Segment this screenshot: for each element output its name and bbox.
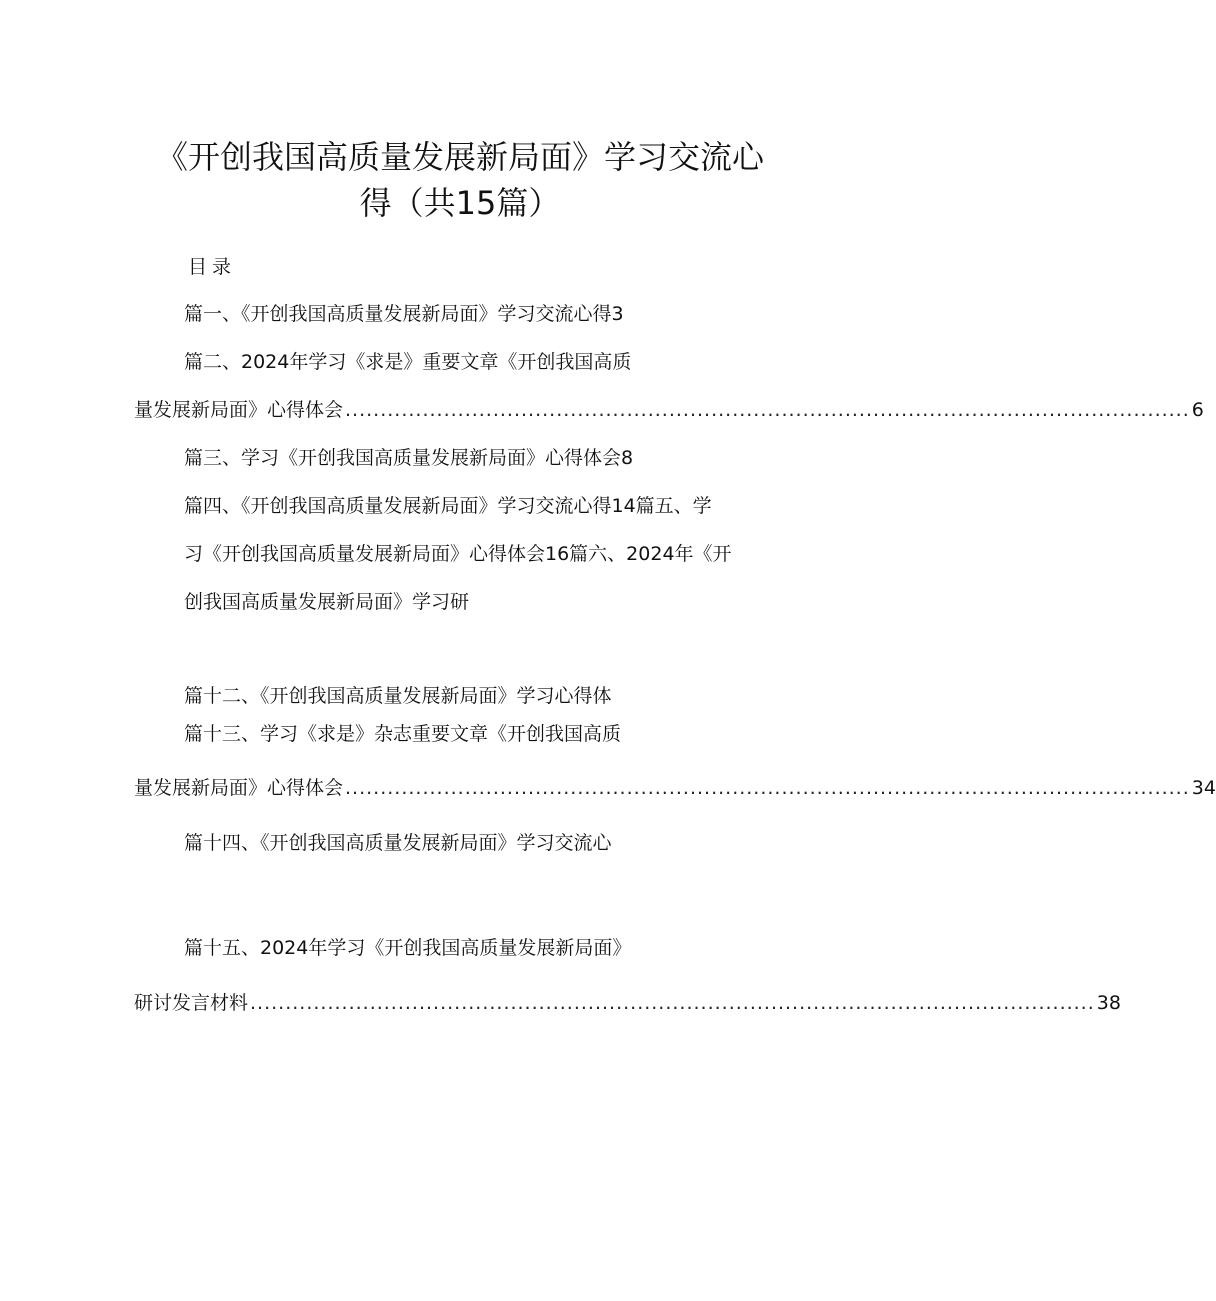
document-title-line-1: 《开创我国高质量发展新局面》学习交流心 bbox=[155, 138, 764, 176]
toc-entry-6: 创我国高质量发展新局面》学习研 bbox=[184, 591, 470, 613]
dot-leader: ........................................................................................................................ bbox=[345, 777, 1190, 799]
toc-page-number: 38 bbox=[1096, 992, 1121, 1014]
toc-entry-text: 量发展新局面》心得体会 bbox=[134, 777, 344, 799]
toc-entry-text: 研讨发言材料 bbox=[134, 992, 249, 1014]
toc-entry-4: 篇四、《开创我国高质量发展新局面》学习交流心得14篇五、学 bbox=[184, 495, 712, 517]
toc-entry-15: 篇十五、2024年学习《开创我国高质量发展新局面》 bbox=[184, 937, 632, 959]
toc-entry-2-continuation bbox=[134, 397, 1204, 423]
toc-page-number: 34 bbox=[1191, 777, 1216, 799]
document-title-line-2: 得（共15篇） bbox=[359, 184, 561, 222]
toc-entry-1: 篇一、《开创我国高质量发展新局面》学习交流心得3 bbox=[184, 303, 624, 325]
toc-entry-text: 量发展新局面》心得体会 bbox=[134, 399, 344, 421]
toc-entry-14: 篇十四、《开创我国高质量发展新局面》学习交流心 bbox=[184, 832, 612, 854]
toc-page-number: 6 bbox=[1191, 399, 1204, 421]
toc-entry-13-continuation bbox=[134, 775, 1216, 801]
dot-leader: ........................................................................................................................ bbox=[250, 992, 1095, 1014]
toc-entry-13: 篇十三、学习《求是》杂志重要文章《开创我国高质 bbox=[184, 723, 622, 745]
toc-entry-5: 习《开创我国高质量发展新局面》心得体会16篇六、2024年《开 bbox=[184, 543, 732, 565]
toc-entry-2: 篇二、2024年学习《求是》重要文章《开创我国高质 bbox=[184, 351, 632, 373]
toc-entry-12: 篇十二、《开创我国高质量发展新局面》学习心得体 bbox=[184, 685, 612, 707]
toc-heading: 目录 bbox=[188, 256, 237, 278]
toc-entry-3: 篇三、学习《开创我国高质量发展新局面》心得体会8 bbox=[184, 447, 634, 469]
dot-leader: ........................................................................................................................ bbox=[345, 399, 1190, 421]
toc-entry-15-continuation bbox=[134, 990, 1121, 1016]
